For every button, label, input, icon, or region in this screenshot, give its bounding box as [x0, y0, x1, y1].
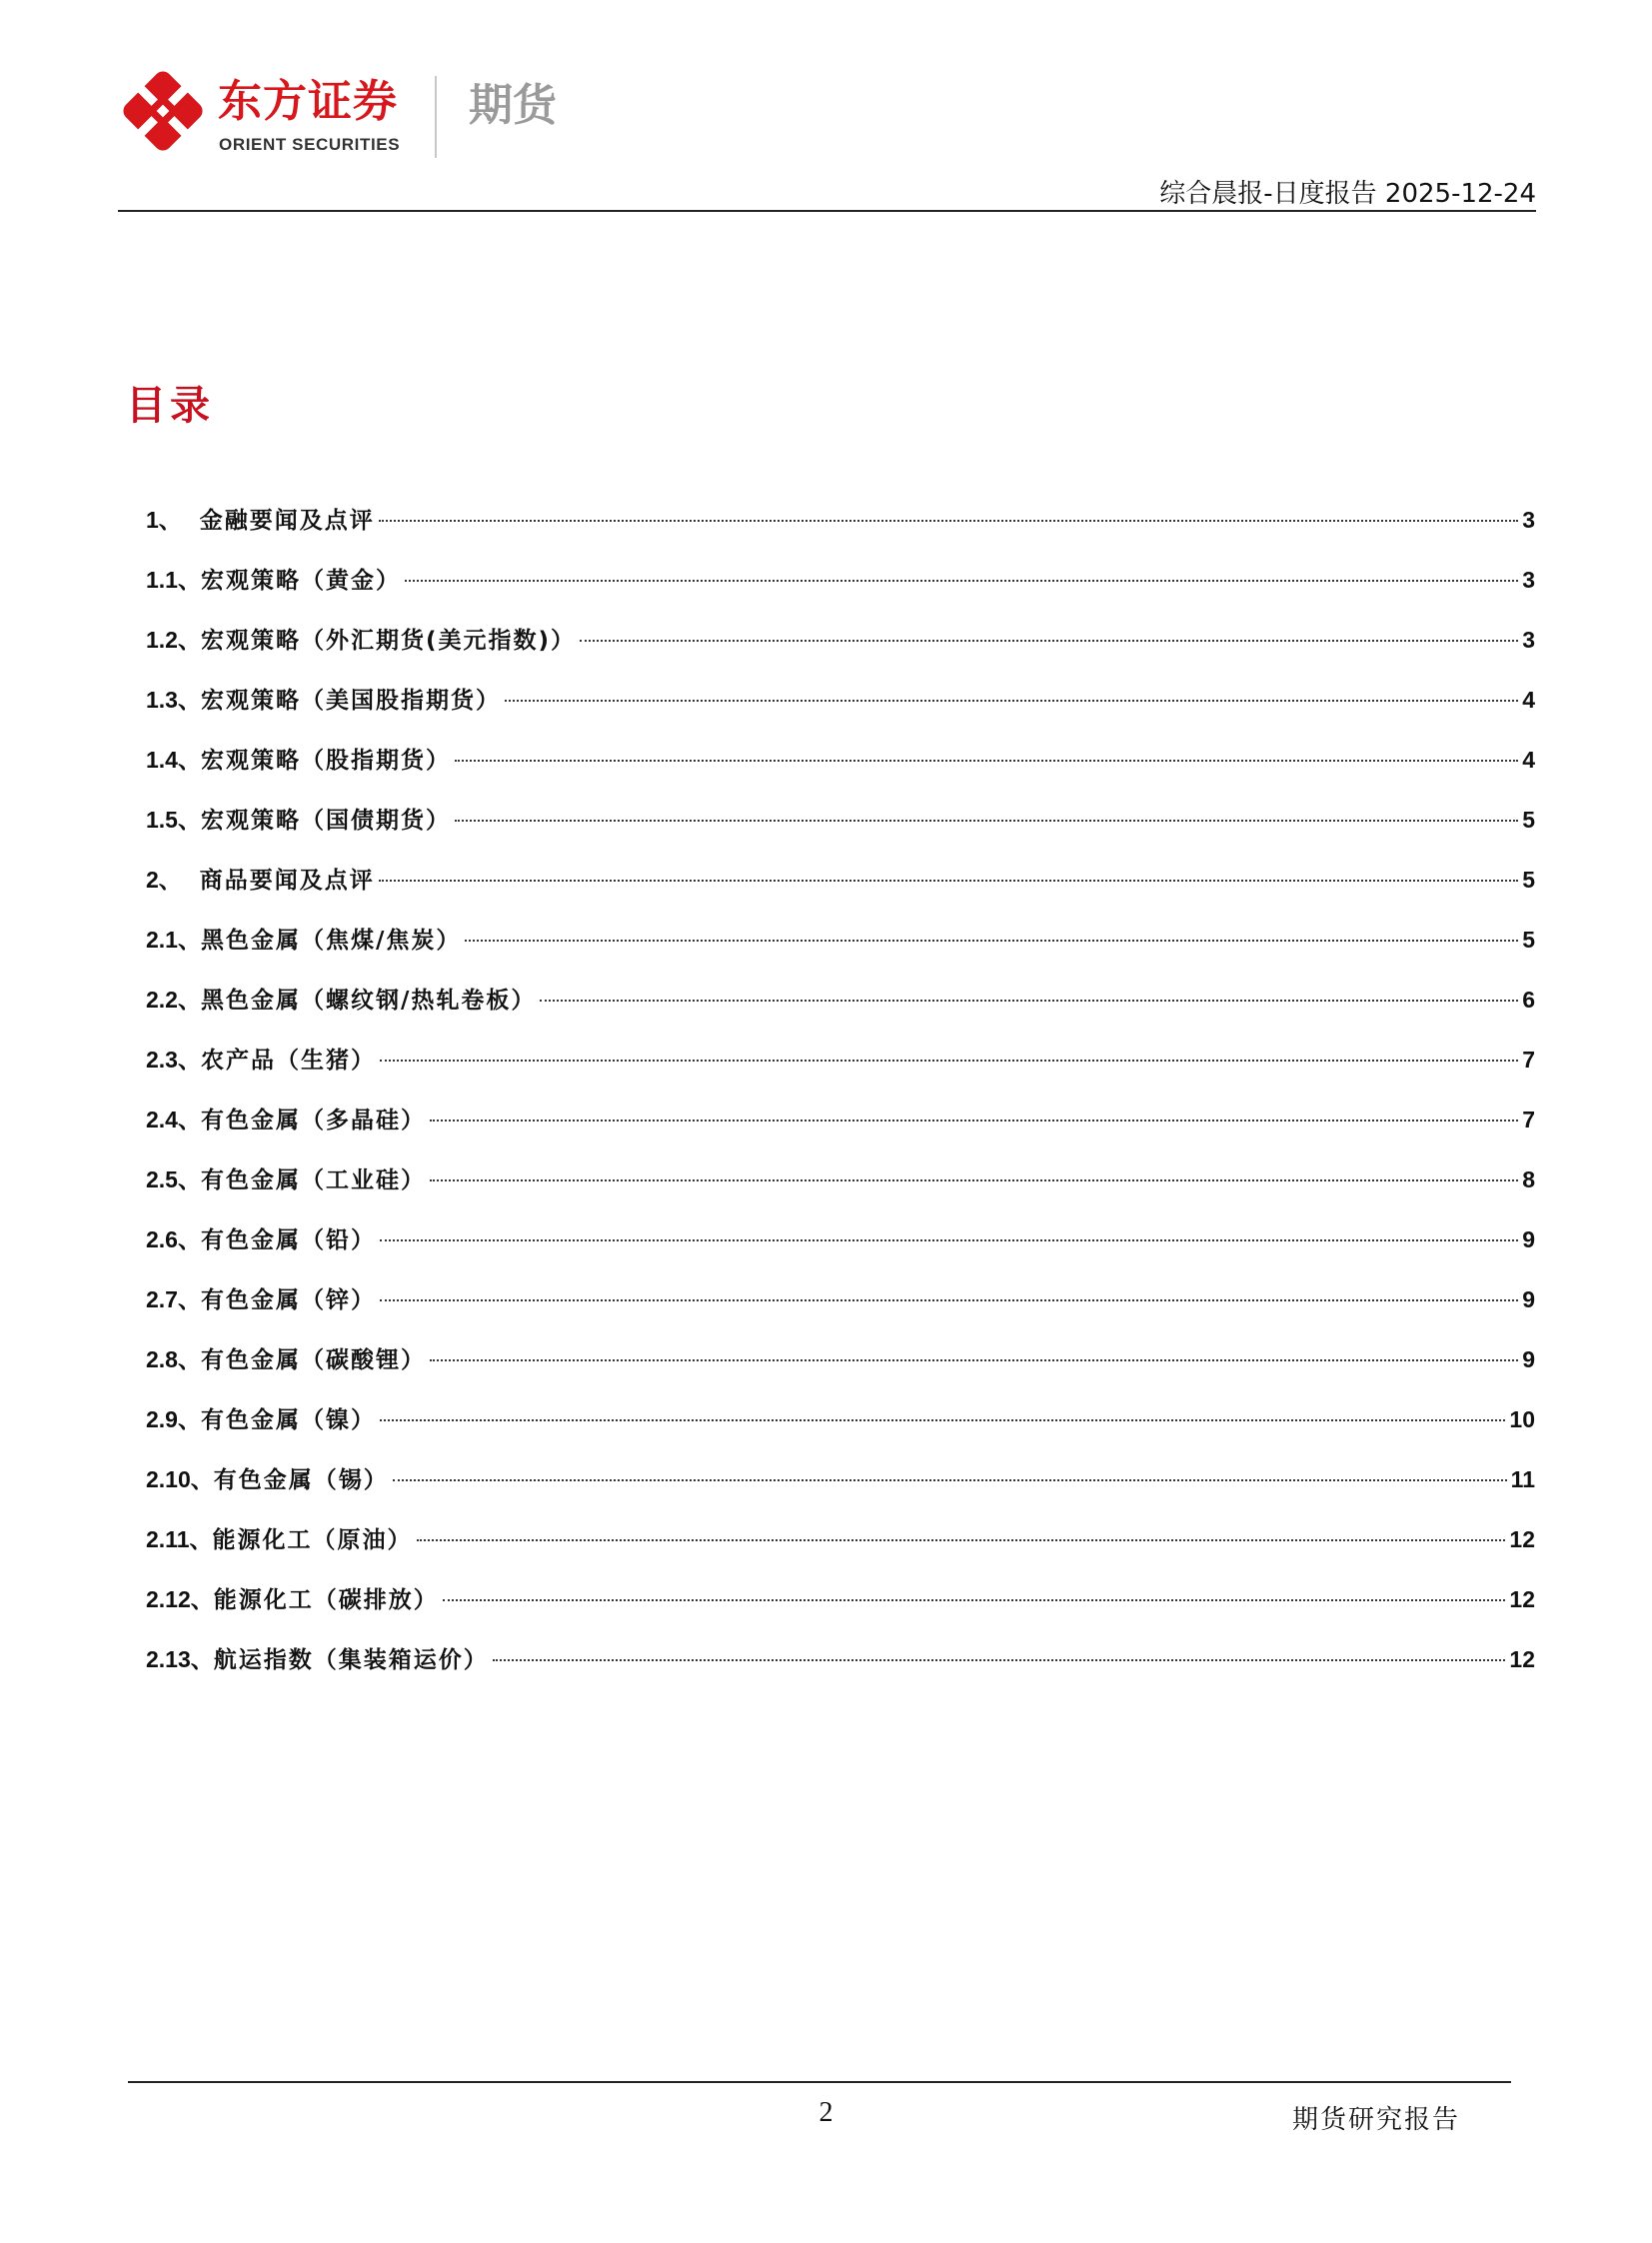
toc-entry-page: 5: [1522, 867, 1535, 893]
toc-entry-page: 9: [1522, 1346, 1535, 1372]
toc-entry[interactable]: [146, 1577, 1535, 1637]
page-number: 2: [819, 2097, 833, 2128]
toc-entry-number: 2.3: [146, 1047, 178, 1073]
toc-entry-title: 金融要闻及点评: [199, 508, 375, 534]
toc-entry-separator: 、: [177, 988, 201, 1014]
toc-entry[interactable]: [146, 1157, 1535, 1217]
toc-entry-title: 黑色金属（焦煤/焦炭）: [200, 928, 462, 954]
toc-dot-leader: [465, 940, 1518, 942]
header-rule: [118, 210, 1536, 212]
toc-entry-title: 航运指数（集装箱运价）: [213, 1647, 489, 1673]
toc-entry-title: 有色金属（多晶硅）: [200, 1108, 426, 1133]
toc-entry-separator: 、: [177, 1227, 201, 1253]
toc-entry-title: 能源化工（原油）: [212, 1527, 413, 1553]
toc-entry-number: 2.4: [146, 1107, 178, 1132]
toc-entry-separator: 、: [177, 1167, 201, 1193]
brand-name-cn: 东方证券: [218, 76, 398, 127]
toc-entry-number: 2.5: [146, 1166, 178, 1192]
toc-entry-number: 2.9: [146, 1406, 178, 1432]
toc-entry[interactable]: [146, 558, 1535, 618]
toc-entry-number: 2.2: [146, 987, 178, 1013]
toc-entry-separator: 、: [177, 1108, 201, 1133]
toc-dot-leader: [380, 1239, 1518, 1241]
toc-entry[interactable]: [146, 918, 1535, 978]
toc-entry-number: 2.13: [146, 1646, 191, 1672]
toc-entry[interactable]: [146, 798, 1535, 858]
toc-entry-number: 1.3: [146, 687, 178, 713]
toc-entry-separator: 、: [189, 1527, 213, 1553]
toc-entry-separator: 、: [177, 928, 201, 954]
toc-entry-number: 2.1: [146, 927, 178, 953]
toc-dot-leader: [393, 1479, 1507, 1481]
toc-entry-page: 5: [1522, 807, 1535, 833]
toc-entry-number: 2.10: [146, 1466, 191, 1492]
toc-entry-title: 宏观策略（美国股指期货）: [200, 688, 501, 714]
toc-entry-page: 12: [1509, 1526, 1535, 1552]
toc-entry-page: 10: [1509, 1406, 1535, 1432]
toc-entry-page: 4: [1522, 747, 1535, 773]
toc-entry-page: 12: [1509, 1586, 1535, 1612]
toc-entry-title: 有色金属（锡）: [213, 1467, 389, 1493]
toc-entry-title: 商品要闻及点评: [199, 868, 375, 894]
toc-entry-separator: 、: [158, 508, 182, 534]
toc-entry-page: 9: [1522, 1286, 1535, 1312]
toc-entry-title: 宏观策略（股指期货）: [200, 748, 451, 774]
toc-entry-title: 有色金属（镍）: [200, 1407, 376, 1433]
toc-entry-number: 1.1: [146, 567, 178, 593]
toc-entry-page: 3: [1522, 507, 1535, 533]
toc-dot-leader: [405, 580, 1518, 582]
toc-entry-number: 2.8: [146, 1346, 178, 1372]
toc-entry[interactable]: [146, 1098, 1535, 1157]
toc-entry-page: 3: [1522, 567, 1535, 593]
toc-entry-page: 9: [1522, 1226, 1535, 1252]
toc-dot-leader: [379, 880, 1518, 882]
division-label: 期货: [469, 80, 557, 131]
toc-entry[interactable]: [146, 1217, 1535, 1277]
toc-entry[interactable]: [146, 738, 1535, 798]
toc-entry-title: 宏观策略（黄金）: [200, 568, 401, 594]
toc-entry-title: 有色金属（工业硅）: [200, 1167, 426, 1193]
toc-list: [146, 498, 1535, 1697]
toc-entry-number: 2.7: [146, 1286, 178, 1312]
toc-entry-page: 8: [1522, 1166, 1535, 1192]
toc-entry-separator: 、: [177, 688, 201, 714]
toc-entry-title: 有色金属（碳酸锂）: [200, 1347, 426, 1373]
toc-entry-page: 3: [1522, 627, 1535, 653]
toc-entry[interactable]: [146, 1457, 1535, 1517]
toc-entry-page: 6: [1522, 987, 1535, 1013]
toc-entry[interactable]: [146, 858, 1535, 918]
toc-entry-page: 4: [1522, 687, 1535, 713]
toc-entry[interactable]: [146, 1277, 1535, 1337]
toc-entry-number: 2.12: [146, 1586, 191, 1612]
toc-entry[interactable]: [146, 1397, 1535, 1457]
toc-entry-number: 2: [146, 867, 159, 893]
toc-entry-separator: 、: [177, 1048, 201, 1074]
toc-entry-separator: 、: [190, 1647, 214, 1673]
toc-entry-title: 宏观策略（国债期货）: [200, 808, 451, 834]
toc-entry-title: 宏观策略（外汇期货(美元指数)）: [200, 628, 577, 654]
toc-entry-separator: 、: [158, 868, 182, 894]
brand-name-en: ORIENT SECURITIES: [219, 135, 401, 154]
toc-dot-leader: [505, 700, 1518, 702]
toc-dot-leader: [540, 1000, 1518, 1002]
toc-entry-separator: 、: [177, 1287, 201, 1313]
toc-dot-leader: [455, 760, 1518, 762]
toc-entry-separator: 、: [190, 1587, 214, 1613]
toc-entry-page: 11: [1510, 1466, 1535, 1492]
toc-dot-leader: [379, 520, 1518, 522]
toc-entry-page: 5: [1522, 927, 1535, 953]
toc-entry-number: 1.2: [146, 627, 178, 653]
toc-entry-number: 1.4: [146, 747, 178, 773]
toc-entry-separator: 、: [190, 1467, 214, 1493]
toc-entry-page: 12: [1509, 1646, 1535, 1672]
toc-entry[interactable]: [146, 1517, 1535, 1577]
toc-dot-leader: [430, 1179, 1518, 1181]
toc-entry-separator: 、: [177, 808, 201, 834]
toc-dot-leader: [430, 1120, 1518, 1122]
toc-dot-leader: [580, 640, 1518, 642]
toc-entry-separator: 、: [177, 568, 201, 594]
toc-entry-title: 农产品（生猪）: [200, 1048, 376, 1074]
toc-entry-number: 2.6: [146, 1226, 178, 1252]
toc-entry-page: 7: [1522, 1107, 1535, 1132]
toc-entry-title: 能源化工（碳排放）: [213, 1587, 439, 1613]
toc-dot-leader: [417, 1539, 1506, 1541]
report-meta: 综合晨报-日度报告 2025-12-24: [1159, 179, 1536, 209]
toc-dot-leader: [455, 820, 1518, 822]
footer-rule: [128, 2081, 1511, 2083]
toc-heading: 目录: [126, 383, 214, 429]
toc-dot-leader: [380, 1060, 1518, 1062]
toc-entry-number: 1.5: [146, 807, 178, 833]
toc-entry-separator: 、: [177, 1347, 201, 1373]
toc-entry-separator: 、: [177, 628, 201, 654]
toc-entry[interactable]: [146, 618, 1535, 678]
toc-entry[interactable]: [146, 1637, 1535, 1697]
toc-entry-number: 1: [146, 507, 159, 533]
toc-entry-title: 黑色金属（螺纹钢/热轧卷板）: [200, 988, 537, 1014]
toc-dot-leader: [430, 1359, 1518, 1361]
toc-entry-separator: 、: [177, 1407, 201, 1433]
footer-label: 期货研究报告: [1291, 2105, 1460, 2135]
toc-entry-page: 7: [1522, 1047, 1535, 1073]
toc-entry[interactable]: [146, 1337, 1535, 1397]
toc-entry-title: 有色金属（锌）: [200, 1287, 376, 1313]
toc-entry-number: 2.11: [146, 1526, 190, 1552]
toc-entry-title: 有色金属（铅）: [200, 1227, 376, 1253]
header-divider: [435, 76, 437, 158]
toc-dot-leader: [380, 1299, 1518, 1301]
toc-entry[interactable]: [146, 978, 1535, 1038]
toc-dot-leader: [380, 1419, 1505, 1421]
toc-entry[interactable]: [146, 1038, 1535, 1098]
orient-securities-logo-icon: [118, 66, 208, 156]
toc-entry[interactable]: [146, 498, 1535, 558]
toc-dot-leader: [493, 1659, 1506, 1661]
toc-entry[interactable]: [146, 678, 1535, 738]
toc-entry-separator: 、: [177, 748, 201, 774]
toc-dot-leader: [443, 1599, 1506, 1601]
